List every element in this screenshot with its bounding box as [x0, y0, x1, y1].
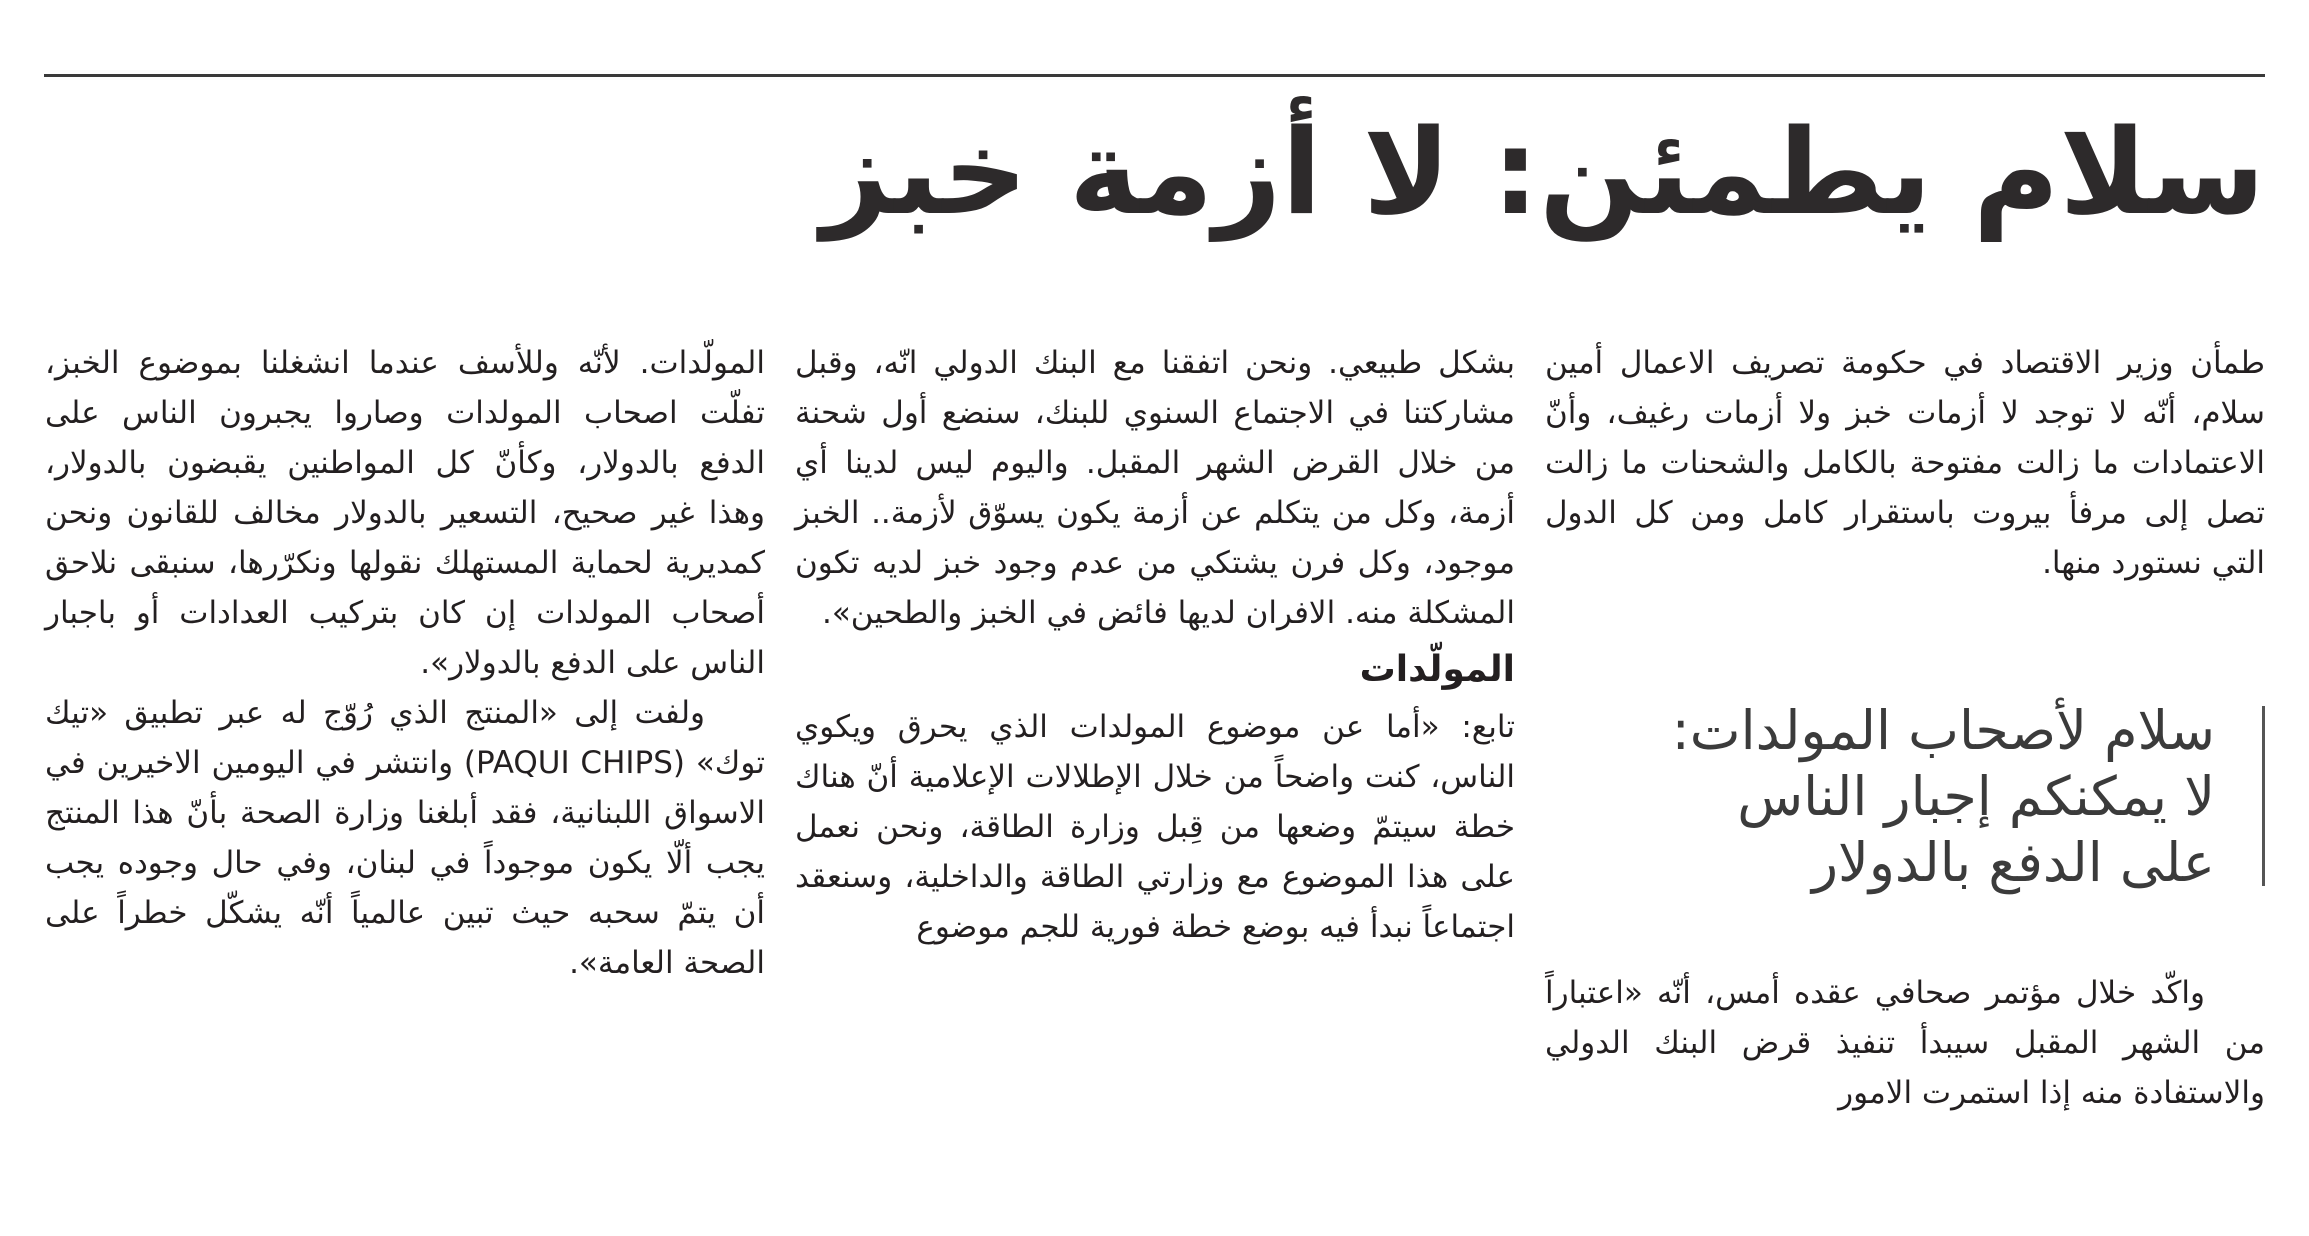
- section-subhead: المولّدات: [1359, 649, 1515, 690]
- pull-quote: [1545, 698, 2265, 894]
- column-left: [45, 338, 765, 988]
- column-right: [1545, 338, 2265, 588]
- article-paragraph-text: واكّد خلال مؤتمر صحافي عقده أمس، أنّه «اعتباراً من الشهر المقبل سيبدأ تنفيذ قرض البنك الدولي والاستفادة منه إذا استمرت الامور: [1545, 975, 2265, 1111]
- column-middle: [795, 338, 1515, 952]
- pull-quote-text: [1555, 698, 2215, 896]
- article-paragraph: بشكل طبيعي. ونحن اتفقنا مع البنك الدولي انّه، وقبل مشاركتنا في الاجتماع السنوي للبنك، سنضع أول شحنة من خلال القرض الشهر المقبل. واليوم ليس لدينا أي أزمة، وكل من يتكلم عن أزمة يكون يسوّق لأزمة.. الخبز موجود، وكل فرن يشتكي من عدم وجود خبز لديه تكون المشكلة منه. الافران لديها فائض في الخبز والطحين».: [795, 345, 1515, 631]
- article-paragraph: [45, 688, 765, 988]
- article-paragraph: طمأن وزير الاقتصاد في حكومة تصريف الاعمال أمين سلام، أنّه لا توجد لا أزمات خبز ولا أزمات رغيف، وأنّ الاعتمادات ما زالت مفتوحة بالكامل والشحنات ما زالت تصل إلى مرفأ بيروت باستقرار كامل ومن كل الدول التي نستورد منها.: [1545, 345, 2265, 581]
- pull-quote-line: لا يمكنكم إجبار الناس: [1737, 765, 2215, 828]
- top-rule: [44, 74, 2265, 77]
- headline: سلام يطمئن: لا أزمة خبز: [821, 103, 2265, 241]
- column-right-lower: [1545, 968, 2265, 1118]
- pull-quote-bar: [2262, 706, 2265, 886]
- pull-quote-line: سلام لأصحاب المولدات:: [1671, 699, 2215, 762]
- article-paragraph: المولّدات. لأنّه وللأسف عندما انشغلنا بموضوع الخبز، تفلّت اصحاب المولدات وصاروا يجبرون الناس على الدفع بالدولار، وكأنّ كل المواطنين يقبضون بالدولار، وهذا غير صحيح، التسعير بالدولار مخالف للقانون ونحن كمديرية لحماية المستهلك نقولها ونكرّرها، سنبقى نلاحق أصحاب المولدات إن كان بتركيب العدادات أو باجبار الناس على الدفع بالدولار».: [45, 345, 765, 681]
- pull-quote-line: على الدفع بالدولار: [1811, 831, 2215, 894]
- article-paragraph: تابع: «أما عن موضوع المولدات الذي يحرق ويكوي الناس، كنت واضحاً من خلال الإطلالات الإعلامية أنّ هناك خطة سيتمّ وضعها من قِبل وزارة الطاقة، ونحن نعمل على هذا الموضوع مع وزارتي الطاقة والداخلية، وسنعقد اجتماعاً نبدأ فيه بوضع خطة فورية للجم موضوع: [795, 709, 1515, 945]
- article-paragraph-text: ولفت إلى «المنتج الذي رُوّج له عبر تطبيق «تيك توك» (PAQUI CHIPS) وانتشر في اليومين الاخيرين في الاسواق اللبنانية، فقد أبلغنا وزارة الصحة بأنّ هذا المنتج يجب ألّا يكون موجوداً في لبنان، وفي حال وجوده يجب أن يتمّ سحبه حيث تبين عالمياً أنّه يشكّل خطراً على الصحة العامة».: [45, 695, 765, 981]
- article-paragraph: [1545, 968, 2265, 1118]
